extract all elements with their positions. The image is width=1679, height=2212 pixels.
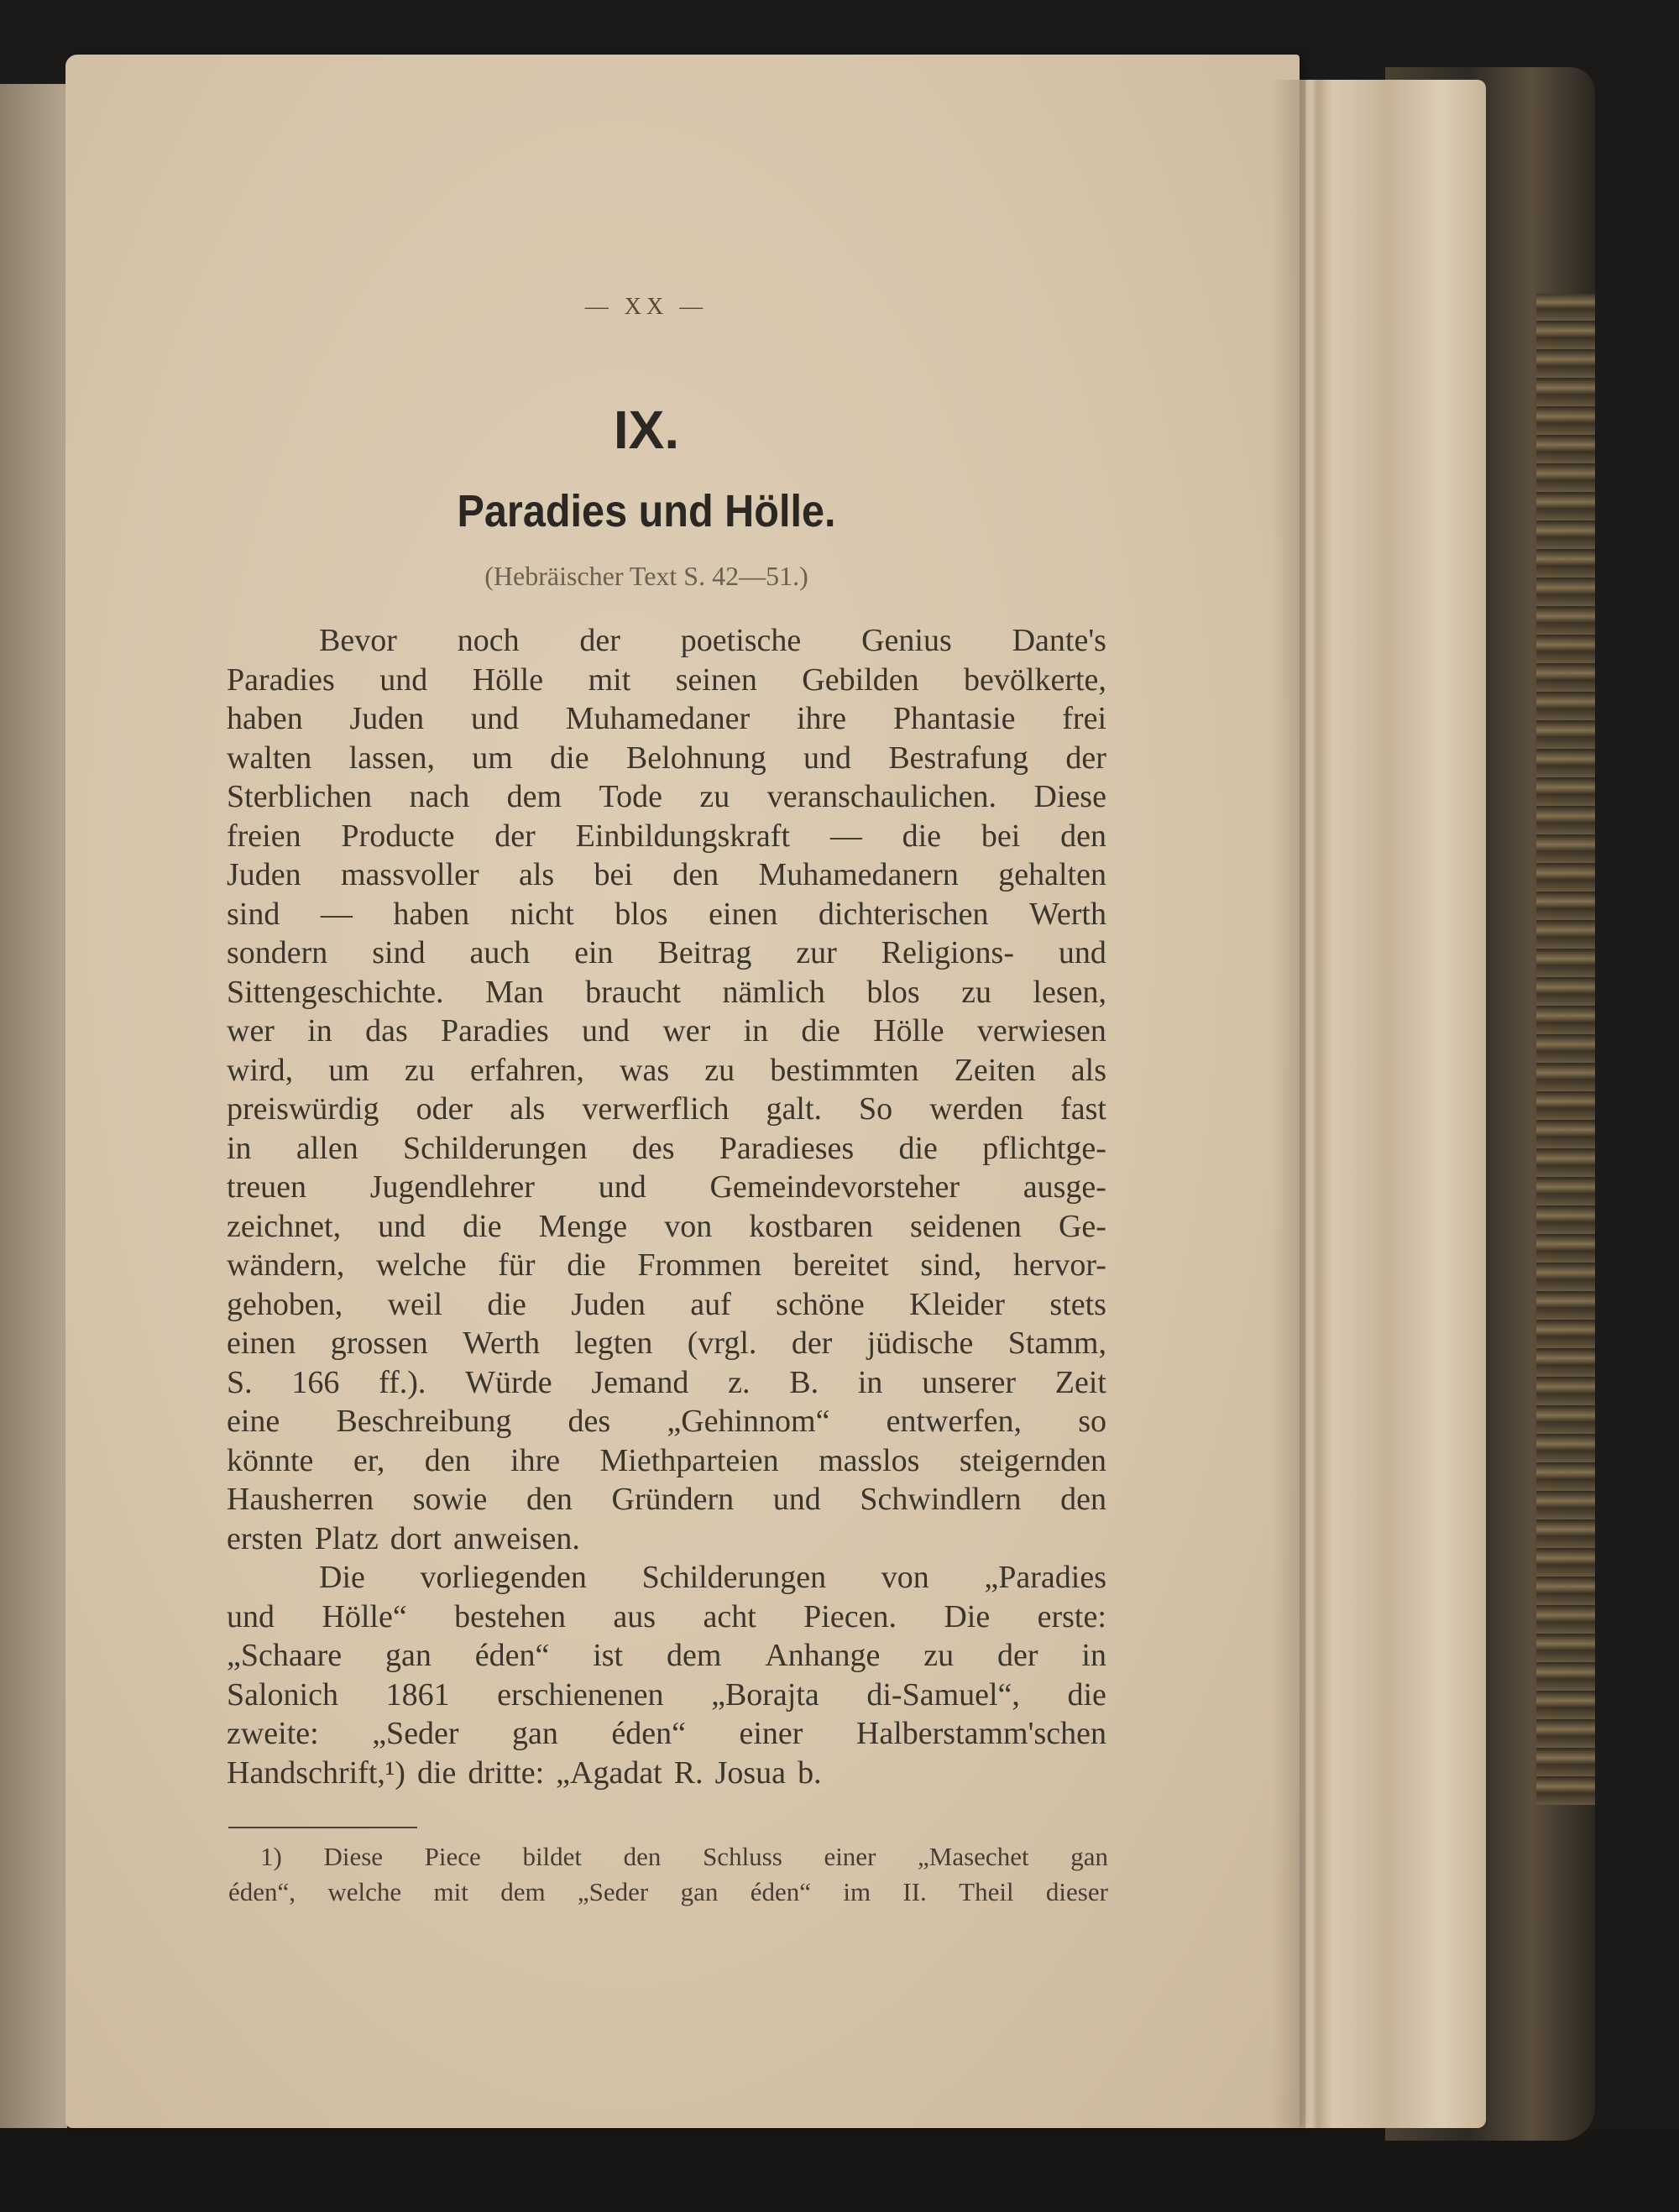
text-line: sondern sind auch ein Beitrag zur Religions- und xyxy=(227,935,1106,970)
footnote-line: éden“, welche mit dem „Seder gan éden“ im II. Theil dieser xyxy=(228,1877,1108,1906)
adjacent-page-edge xyxy=(0,84,67,2149)
text-line: in allen Schilderungen des Paradieses die pflichtge- xyxy=(227,1130,1106,1166)
text-line: sind — haben nicht blos einen dichterischen Werth xyxy=(227,896,1106,932)
text-line: freien Producte der Einbildungskraft — die bei den xyxy=(227,818,1106,854)
text-line: Sterblichen nach dem Tode zu veranschaulichen. Diese xyxy=(227,779,1106,814)
text-line: einen grossen Werth legten (vrgl. der jüdische Stamm, xyxy=(227,1326,1106,1361)
page-gutter-shadow xyxy=(1272,80,1305,2128)
footnote-line: 1) Diese Piece bildet den Schluss einer „Masechet gan xyxy=(260,1842,1108,1871)
text-line: zweite: „Seder gan éden“ einer Halberstamm'schen xyxy=(227,1716,1106,1751)
text-line: wird, um zu erfahren, was zu bestimmten Zeiten als xyxy=(227,1052,1106,1088)
worn-binding-edge xyxy=(1536,294,1595,1805)
footnote-rule xyxy=(228,1827,417,1828)
text-line: könnte er, den ihre Miethparteien masslos steigernden xyxy=(227,1442,1106,1478)
text-line: wändern, welche für die Frommen bereitet sind, hervor- xyxy=(227,1247,1106,1283)
text-line: Juden massvoller als bei den Muhamedanern gehalten xyxy=(227,857,1106,892)
text-line: walten lassen, um die Belohnung und Bestrafung der xyxy=(227,740,1106,776)
text-line: haben Juden und Muhamedaner ihre Phantasie frei xyxy=(227,701,1106,736)
text-line: Paradies und Hölle mit seinen Gebilden bevölkerte, xyxy=(227,662,1106,698)
text-line: preiswürdig oder als verwerflich galt. So werden fast xyxy=(227,1091,1106,1127)
chapter-title: Paradies und Hölle. xyxy=(457,486,836,536)
text-line: treuen Jugendlehrer und Gemeindevorsteher ausge- xyxy=(227,1169,1106,1205)
text-line: „Schaare gan éden“ ist dem Anhange zu der in xyxy=(227,1638,1106,1673)
text-line: gehoben, weil die Juden auf schöne Kleider stets xyxy=(227,1286,1106,1322)
text-line: ersten Platz dort anweisen. xyxy=(227,1520,580,1556)
text-line: Sittengeschichte. Man braucht nämlich blos zu lesen, xyxy=(227,974,1106,1010)
text-line: S. 166 ff.). Würde Jemand z. B. in unserer Zeit xyxy=(227,1364,1106,1400)
text-line: wer in das Paradies und wer in die Hölle verwiesen xyxy=(227,1013,1106,1048)
text-line: Handschrift,¹) die dritte: „Agadat R. Josua b. xyxy=(227,1754,822,1791)
text-line: Die vorliegenden Schilderungen von „Paradies xyxy=(319,1560,1106,1595)
page-number: — XX — xyxy=(584,294,709,320)
chapter-subtitle: (Hebräischer Text S. 42—51.) xyxy=(484,561,808,591)
text-line: Salonich 1861 erschienenen „Borajta di-Samuel“, die xyxy=(227,1676,1106,1713)
text-line: und Hölle“ bestehen aus acht Piecen. Die erste: xyxy=(227,1598,1106,1634)
text-line: eine Beschreibung des „Gehinnom“ entwerfen, so xyxy=(227,1404,1106,1439)
text-line: Bevor noch der poetische Genius Dante's xyxy=(319,623,1106,658)
text-line: Hausherren sowie den Gründern und Schwindlern den xyxy=(227,1482,1106,1517)
chapter-number: IX. xyxy=(613,400,680,460)
scan-background xyxy=(0,2128,1679,2212)
text-line: zeichnet, und die Menge von kostbaren seidenen Ge- xyxy=(227,1208,1106,1244)
